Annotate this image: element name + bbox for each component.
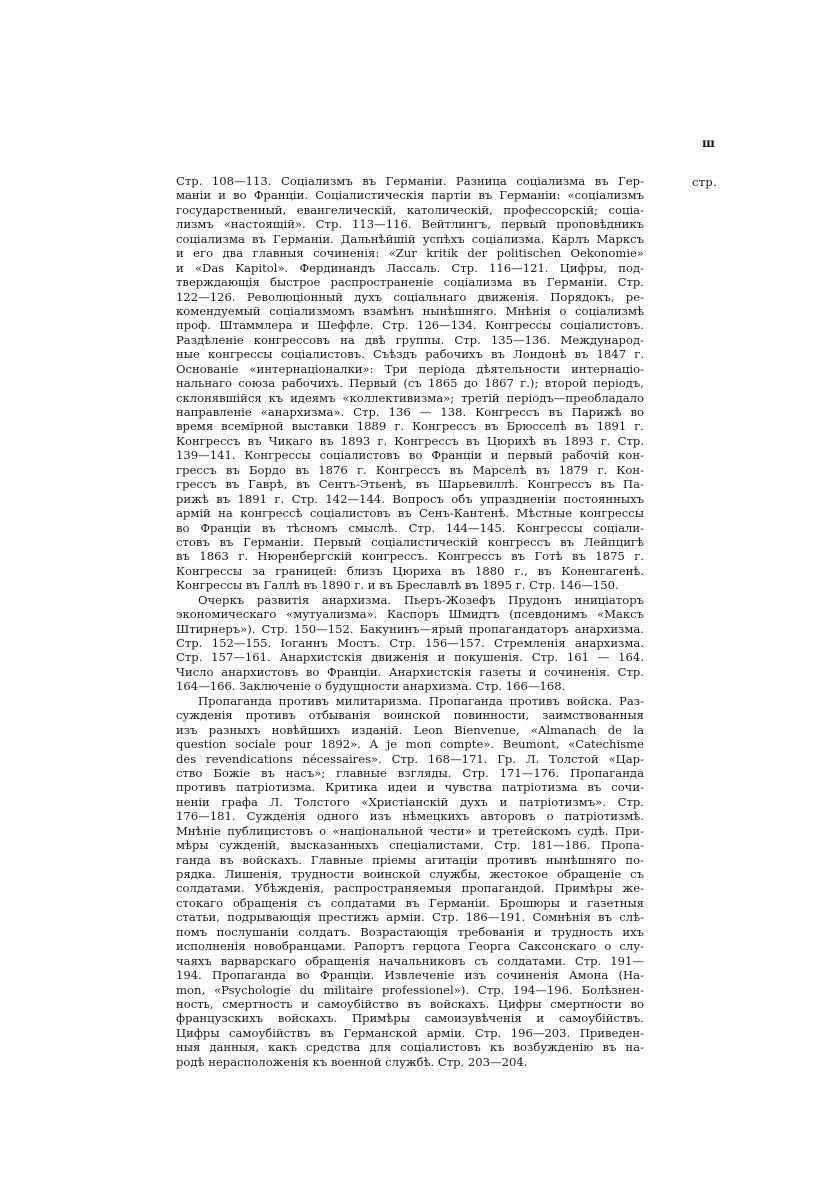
table-of-contents-text	[176, 174, 644, 1069]
text-line: Пропаганда противъ милитаризма. Пропаганда противъ войска. Раз-	[198, 693, 644, 708]
text-line: 122—126. Революціонный духъ соціальнаго движенія. Порядокъ, ре-	[176, 289, 644, 304]
page-side-label: стр.	[692, 175, 718, 189]
text-line: Число анархистовъ во Франціи. Анархистскія газеты и сочиненія. Стр.	[176, 664, 644, 679]
text-line: тверждающія быстрое распространеніе соціализма въ Германіи. Стр.	[176, 275, 644, 290]
text-line: Очеркъ развитія анархизма. Пьеръ-Жозефъ Прудонъ иниціаторъ	[198, 592, 644, 607]
text-line: грессъ въ Гаврѣ, въ Сентъ-Этьенѣ, въ Шарьевиллѣ. Конгрессъ въ Па-	[176, 477, 644, 492]
text-line: mon, «Psychologie du militaire professionel»). Стр. 194—196. Болѣзнен-	[176, 982, 644, 997]
text-line: Конгрессъ въ Чикаго въ 1893 г. Конгрессъ въ Цюрихѣ въ 1893 г. Стр.	[176, 433, 644, 448]
text-line: лизмъ «настоящій». Стр. 113—116. Вейтлингъ, первый проповѣдникъ	[176, 217, 644, 232]
text-line: маніи и во Франціи. Соціалистическія партіи въ Германіи: «соціализмъ	[176, 188, 644, 203]
text-line: рижѣ въ 1891 г. Стр. 142—144. Вопросъ объ упраздненіи постоянныхъ	[176, 491, 644, 506]
text-line: родѣ нерасположенія къ военной службѣ. Стр. 203—204.	[176, 1054, 528, 1069]
text-line: ные конгрессы соціалистовъ. Съѣздъ рабочихъ въ Лондонѣ въ 1847 г.	[176, 347, 644, 362]
text-line: 139—141. Конгрессы соціалистовъ во Франціи и первый рабочій кон-	[176, 448, 644, 463]
page-number: ш	[702, 136, 714, 150]
text-line: помъ послушаніи солдатъ. Возрастающія требованія и трудность ихъ	[176, 924, 644, 939]
text-line: Стр. 157—161. Анархистскія движенія и покушенія. Стр. 161 — 164.	[176, 650, 644, 665]
text-line: ныя данныя, какъ средства для соціалистовъ къ возбужденію въ на-	[176, 1040, 644, 1055]
text-line: ность, смертность и самоубійство въ войскахъ. Цифры смертности во	[176, 996, 644, 1011]
text-line: комендуемый соціализмомъ взамѣнъ нынѣшняго. Мнѣнія о соціализмѣ	[176, 303, 644, 318]
text-line: противъ патріотизма. Критика идеи и чувства патріотизма въ сочи-	[176, 780, 644, 795]
text-line: направленіе «анархизма». Стр. 136 — 138. Конгрессъ въ Парижѣ во	[176, 405, 644, 419]
text-line: французскихъ войскахъ. Примѣры самоизувѣченія и самоубійствъ.	[176, 1011, 644, 1026]
text-line: стовъ въ Германіи. Первый соціалистическій конгрессъ въ Лейпцигѣ	[176, 534, 644, 549]
text-line: ганда въ войскахъ. Главные пріемы агитаціи противъ нынѣшняго по-	[176, 852, 644, 867]
text-line: и его два главныя сочиненія: «Zur kritik der politischen Oekonomie»	[176, 246, 644, 261]
text-line: грессъ въ Бордо въ 1876 г. Конгрессъ въ Марселѣ въ 1879 г. Кон-	[176, 462, 644, 477]
text-line: неніи графа Л. Толстого «Христіанскій духъ и патріотизмъ». Стр.	[176, 794, 644, 809]
text-line: склонявшійся къ идеямъ «коллективизма»; третій періодъ—преобладало	[176, 390, 644, 405]
text-line: въ 1863 г. Нюренбергскій конгрессъ. Конгрессъ въ Готѣ въ 1875 г.	[176, 549, 644, 564]
text-line: и «Das Kapitol». Фердинандъ Лассаль. Стр. 116—121. Цифры, под-	[176, 260, 644, 275]
text-line: сужденія противъ отбыванія воинской повинности, заимствованныя	[176, 708, 644, 723]
text-line: Основаніе «интернаціоналки»: Три періода дѣятельности интернаціо-	[176, 361, 644, 376]
text-line: исполненія новобранцами. Рапортъ герцога Георга Саксонскаго о слу-	[176, 939, 644, 954]
text-line: проф. Штаммлера и Шеффле. Стр. 126—134. Конгрессы соціалистовъ.	[176, 318, 644, 333]
text-line: 194. Пропаганда во Франціи. Извлеченіе изъ сочиненія Амона (Ha-	[176, 968, 644, 983]
text-line: стокаго обращенія съ солдатами въ Германіи. Брошюры и газетныя	[176, 895, 644, 910]
text-line: соціализма въ Германіи. Дальнѣйшій успѣхъ соціализма. Карлъ Марксъ	[176, 231, 644, 246]
text-line: статьи, подрывающія престижъ арміи. Стр. 186—191. Сомнѣнія въ слѣ-	[176, 910, 644, 925]
text-line: государственный, евангелическій, католическій, профессорскій; соціа-	[176, 202, 644, 217]
text-line: question sociale pour 1892». A je mon compte». Beumont, «Catechisme	[176, 737, 644, 752]
text-line: изъ разныхъ новѣйшихъ изданій. Leon Bienvenue, «Almanach de la	[176, 722, 644, 737]
text-line: мѣры сужденій, высказанныхъ спеціалистами. Стр. 181—186. Пропа-	[176, 838, 644, 853]
text-line: Стр. 152—155. Іоганнъ Мостъ. Стр. 156—157. Стремленія анархизма.	[176, 636, 644, 650]
text-line: экономическаго «мутуализма». Каспоръ Шмидтъ (псевдонимъ «Максъ	[176, 607, 644, 622]
text-line: Раздѣленіе конгрессовъ на двѣ группы. Стр. 135—136. Международ-	[176, 332, 644, 347]
text-line: Стр. 108—113. Соціализмъ въ Германіи. Разница соціализма въ Гер-	[176, 174, 644, 188]
text-line: ство Божіе въ насъ»; главные взгляды. Стр. 171—176. Пропаганда	[176, 765, 644, 780]
text-line: Мнѣніе публицистовъ о «національной чести» и третейскомъ судѣ. При-	[176, 823, 644, 838]
text-line: 176—181. Сужденія одного изъ нѣмецкихъ авторовъ о патріотизмѣ.	[176, 809, 644, 824]
text-line: во Франціи въ тѣсномъ смыслѣ. Стр. 144—145. Конгрессы соціали-	[176, 520, 644, 535]
text-line: des revendications nécessaires». Стр. 168—171. Гр. Л. Толстой «Цар-	[176, 751, 644, 766]
text-line: Цифры самоубійствъ въ Германской арміи. Стр. 196—203. Приведен-	[176, 1025, 644, 1040]
text-line: время всемірной выставки 1889 г. Конгрессъ въ Брюсселѣ въ 1891 г.	[176, 419, 644, 434]
text-line: чаяхъ варварскаго обращенія начальниковъ съ солдатами. Стр. 191—	[176, 953, 644, 968]
text-line: Конгрессы въ Галлѣ въ 1890 г. и въ Бреславлѣ въ 1895 г. Стр. 146—150.	[176, 578, 619, 593]
text-line: рядка. Лишенія, трудности воинской службы, жестокое обращеніе съ	[176, 867, 644, 881]
text-line: солдатами. Убѣжденія, распространяемыя пропагандой. Примѣры же-	[176, 881, 644, 896]
text-line: армій на конгрессѣ соціалистовъ въ Сенъ-Кантенѣ. Мѣстные конгрессы	[176, 506, 644, 521]
text-line: Штирнеръ»). Стр. 150—152. Бакунинъ—ярый пропагандаторъ анархизма.	[176, 621, 644, 636]
text-line: Конгрессы за границей: близъ Цюриха въ 1880 г., въ Коненгагенѣ.	[176, 563, 644, 578]
text-line: 164—166. Заключеніе о будущности анархизма. Стр. 166—168.	[176, 679, 566, 694]
text-line: нальнаго союза рабочихъ. Первый (съ 1865 до 1867 г.); второй періодъ,	[176, 376, 644, 391]
